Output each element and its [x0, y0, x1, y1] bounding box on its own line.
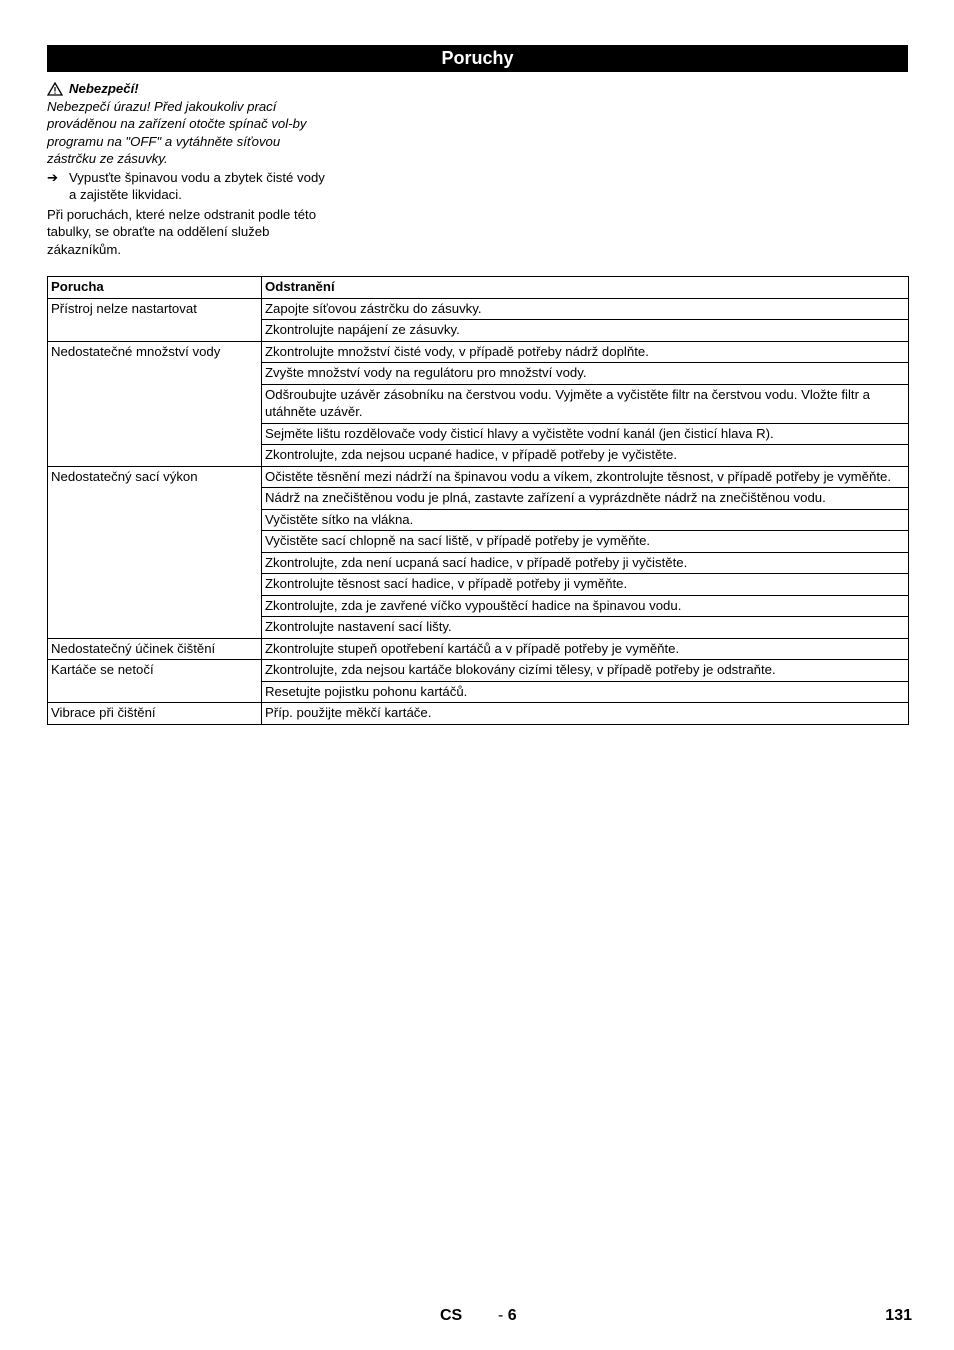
remedy-cell: Vyčistěte sací chlopně na sací liště, v případě potřeby je vyměňte. [262, 531, 909, 553]
warning-triangle-icon [47, 82, 63, 96]
table-body [48, 298, 909, 724]
table-row [48, 703, 909, 725]
danger-label: Nebezpečí! [69, 81, 139, 96]
instruction-text: Vypusťte špinavou vodu a zbytek čisté vody a zajistěte likvidaci. [69, 169, 325, 202]
remedy-cell: Zkontrolujte, zda nejsou kartáče blokovány cizími tělesy, v případě potřeby je odstraňte. [262, 660, 909, 682]
table-row [48, 638, 909, 660]
remedy-cell: Nádrž na znečištěnou vodu je plná, zastavte zařízení a vyprázdněte nádrž na znečištěnou vodu. [262, 488, 909, 510]
service-note: Při poruchách, které nelze odstranit podle této tabulky, se obraťte na oddělení služeb zákazníkům. [47, 206, 317, 257]
danger-text: Nebezpečí úrazu! Před jakoukoliv prací prováděnou na zařízení otočte spínač vol-by programu na "OFF" a vytáhněte síťovou zástrčku ze zásuvky. [47, 98, 307, 166]
remedy-cell: Očistěte těsnění mezi nádrží na špinavou vodu a víkem, zkontrolujte těsnost, v případě potřeby je vyměňte. [262, 466, 909, 488]
remedy-cell: Zkontrolujte, zda není ucpaná sací hadice, v případě potřeby ji vyčistěte. [262, 552, 909, 574]
column-header-fault: Porucha [48, 277, 262, 299]
table-row [48, 341, 909, 363]
column-header-remedy: Odstranění [262, 277, 909, 299]
fault-cell: Kartáče se netočí [48, 660, 262, 703]
remedy-cell: Resetujte pojistku pohonu kartáčů. [262, 681, 909, 703]
remedy-cell: Vyčistěte sítko na vlákna. [262, 509, 909, 531]
remedy-cell: Zapojte síťovou zástrčku do zásuvky. [262, 298, 909, 320]
footer-page-local: 6 [507, 1307, 517, 1324]
fault-cell: Nedostatečné množství vody [48, 341, 262, 466]
footer-language: CS [440, 1307, 463, 1324]
fault-cell: Nedostatečný účinek čištění [48, 638, 262, 660]
fault-cell: Vibrace při čištění [48, 703, 262, 725]
footer-page-prefix: - [498, 1307, 508, 1324]
footer-local-page [498, 1307, 517, 1325]
remedy-cell: Zkontrolujte, zda je zavřené víčko vypouštěcí hadice na špinavou vodu. [262, 595, 909, 617]
remedy-cell: Zkontrolujte napájení ze zásuvky. [262, 320, 909, 342]
danger-heading [47, 80, 327, 98]
remedy-cell: Zvyšte množství vody na regulátoru pro množství vody. [262, 363, 909, 385]
footer-page-number: 131 [885, 1307, 912, 1324]
remedy-cell: Zkontrolujte množství čisté vody, v případě potřeby nádrž doplňte. [262, 341, 909, 363]
table-row [48, 298, 909, 320]
fault-cell: Přístroj nelze nastartovat [48, 298, 262, 341]
table-row [48, 660, 909, 682]
remedy-cell: Odšroubujte uzávěr zásobníku na čerstvou vodu. Vyjměte a vyčistěte filtr na čerstvou vodu. Vložte filtr a utáhněte uzávěr. [262, 384, 909, 423]
remedy-cell: Zkontrolujte nastavení sací lišty. [262, 617, 909, 639]
intro-section [47, 80, 327, 258]
remedy-cell: Sejměte lištu rozdělovače vody čisticí hlavy a vyčistěte vodní kanál (jen čisticí hlava R). [262, 423, 909, 445]
fault-table [47, 276, 909, 725]
instruction-item [47, 169, 327, 204]
remedy-cell: Příp. použijte měkčí kartáče. [262, 703, 909, 725]
remedy-cell: Zkontrolujte stupeň opotřebení kartáčů a v případě potřeby je vyměňte. [262, 638, 909, 660]
arrow-right-icon: ➔ [47, 169, 59, 185]
remedy-cell: Zkontrolujte, zda nejsou ucpané hadice, v případě potřeby je vyčistěte. [262, 445, 909, 467]
table-row [48, 466, 909, 488]
remedy-cell: Zkontrolujte těsnost sací hadice, v případě potřeby ji vyměňte. [262, 574, 909, 596]
fault-cell: Nedostatečný sací výkon [48, 466, 262, 638]
page-title: Poruchy [47, 45, 908, 72]
table-header-row [48, 277, 909, 299]
